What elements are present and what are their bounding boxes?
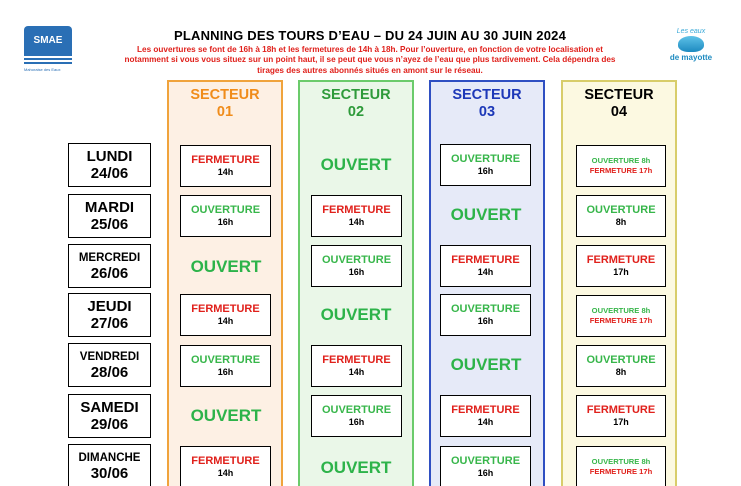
status-time: 16h	[348, 417, 365, 427]
status-label: FERMETURE	[451, 404, 520, 416]
status-label: FERMETURE	[586, 404, 656, 416]
day-date: 28/06	[90, 363, 129, 381]
sector-02-header	[300, 87, 412, 121]
sector02-wednesday-cell	[311, 245, 402, 287]
mayotte-logo-bottom: de mayotte	[669, 53, 713, 62]
day-name: MARDI	[84, 198, 135, 216]
status-time: 16h	[348, 267, 365, 277]
status-label: FERMETURE 17h	[589, 467, 653, 476]
status-label: OUVERTURE	[450, 153, 521, 165]
status-time: 14h	[477, 417, 494, 427]
sector02-sunday-open: OUVERT	[320, 458, 392, 477]
day-label-sunday	[68, 444, 151, 486]
status-label: OUVERTURE	[321, 254, 392, 266]
status-label: FERMETURE	[451, 254, 520, 266]
status-label: FERMETURE 17h	[589, 316, 653, 325]
day-name: VENDREDI	[79, 350, 140, 363]
sector04-monday-cell	[576, 145, 666, 187]
sector-header-number: 02	[347, 104, 365, 120]
status-time: 16h	[217, 217, 234, 227]
mayotte-logo-top: Les eaux	[676, 28, 706, 35]
sector01-friday-cell	[180, 345, 271, 387]
page-title: PLANNING DES TOURS D’EAU – DU 24 JUIN AU 30 JUIN 2024	[173, 28, 567, 43]
sector01-monday-cell	[180, 145, 271, 187]
status-time: 16h	[217, 367, 234, 377]
sector-03-header	[431, 87, 543, 121]
smae-logo	[24, 26, 76, 72]
status-time: 14h	[217, 167, 234, 177]
notice-line: Les ouvertures se font de 16h à 18h et les fermetures de 14h à 18h. Pour l’ouverture, en fonction de votre localisation et	[137, 45, 603, 54]
sector04-wednesday-cell	[576, 245, 666, 287]
status-time: 14h	[348, 217, 365, 227]
status-label: OUVERTURE 8h	[591, 306, 651, 315]
day-label-monday	[68, 143, 151, 187]
status-label: FERMETURE	[191, 154, 260, 166]
sector04-tuesday-cell	[576, 195, 666, 237]
status-label: OUVERTURE	[450, 303, 521, 315]
status-time: 14h	[477, 267, 494, 277]
status-label: FERMETURE	[586, 254, 656, 266]
status-time: 14h	[217, 468, 234, 478]
status-label: FERMETURE	[322, 354, 391, 366]
status-label: FERMETURE 17h	[589, 166, 653, 175]
status-label: OUVERTURE	[586, 354, 656, 366]
sector04-saturday-cell	[576, 395, 666, 437]
notice-line: tirages des autres abonnés situés en amont sur le réseau.	[257, 65, 483, 75]
status-time: 8h	[615, 217, 627, 227]
status-time: 16h	[477, 316, 494, 326]
water-drop-icon	[678, 36, 704, 52]
sector-header-label: SECTEUR	[452, 87, 522, 103]
sector-header-number: 04	[610, 104, 628, 120]
sector-header-number: 03	[478, 104, 496, 120]
day-date: 29/06	[90, 415, 129, 433]
day-name: LUNDI	[86, 147, 133, 165]
day-date: 25/06	[90, 215, 129, 233]
status-label: OUVERTURE	[450, 455, 521, 467]
day-label-wednesday	[68, 244, 151, 288]
sector03-friday-open: OUVERT	[450, 355, 522, 374]
day-name: SAMEDI	[80, 398, 139, 416]
sector01-sunday-cell	[180, 446, 271, 486]
status-label: FERMETURE	[191, 455, 260, 467]
sector04-sunday-cell	[576, 446, 666, 486]
sector04-thursday-cell	[576, 295, 666, 337]
sector01-wednesday-open: OUVERT	[190, 257, 262, 276]
day-name: DIMANCHE	[78, 451, 141, 464]
day-name: JEUDI	[87, 297, 132, 315]
sector03-monday-cell	[440, 144, 531, 186]
status-label: FERMETURE	[191, 303, 260, 315]
status-label: OUVERTURE	[190, 354, 261, 366]
sector-header-label: SECTEUR	[190, 87, 260, 103]
schedule-notice	[92, 45, 648, 76]
status-label: OUVERTURE	[190, 204, 261, 216]
smae-logo-waves	[24, 54, 72, 66]
status-time: 16h	[477, 468, 494, 478]
sector-01-header	[169, 87, 281, 121]
smae-logo-subtitle: Mahoraise des Eaux	[24, 67, 61, 72]
day-label-friday	[68, 343, 151, 387]
sector03-thursday-cell	[440, 294, 531, 336]
status-label: OUVERTURE	[586, 204, 656, 216]
day-label-thursday	[68, 293, 151, 337]
status-time: 17h	[613, 267, 629, 277]
sector-header-label: SECTEUR	[584, 87, 654, 103]
status-label: OUVERTURE	[321, 404, 392, 416]
sector02-thursday-open: OUVERT	[320, 305, 392, 324]
sector01-tuesday-cell	[180, 195, 271, 237]
day-date: 24/06	[90, 164, 129, 182]
sector04-friday-cell	[576, 345, 666, 387]
day-date: 26/06	[90, 264, 129, 282]
status-label: OUVERTURE 8h	[591, 156, 651, 165]
status-time: 14h	[348, 367, 365, 377]
day-label-tuesday	[68, 194, 151, 238]
status-label: FERMETURE	[322, 204, 391, 216]
sector03-sunday-cell	[440, 446, 531, 486]
sector01-thursday-cell	[180, 294, 271, 336]
day-label-saturday	[68, 394, 151, 438]
sector03-saturday-cell	[440, 395, 531, 437]
sector03-wednesday-cell	[440, 245, 531, 287]
eaux-de-mayotte-logo	[666, 28, 716, 72]
day-name: MERCREDI	[78, 251, 141, 264]
sector02-monday-open: OUVERT	[320, 155, 392, 174]
sector02-friday-cell	[311, 345, 402, 387]
sector02-saturday-cell	[311, 395, 402, 437]
sector-header-number: 01	[216, 104, 234, 120]
sector03-tuesday-open: OUVERT	[450, 205, 522, 224]
day-date: 27/06	[90, 314, 129, 332]
sector-04-header	[563, 87, 675, 121]
status-time: 16h	[477, 166, 494, 176]
sector-header-label: SECTEUR	[321, 87, 391, 103]
day-date: 30/06	[90, 464, 129, 482]
status-label: OUVERTURE 8h	[591, 457, 651, 466]
status-time: 14h	[217, 316, 234, 326]
smae-logo-mark: SMAE	[24, 26, 72, 54]
notice-line: notamment si vous vous situez sur un point haut, il se peut que vous n’ayez de l’eau que plus tardivement. Cela dépendra des	[124, 55, 616, 65]
sector02-tuesday-cell	[311, 195, 402, 237]
status-time: 17h	[613, 417, 629, 427]
sector01-saturday-open: OUVERT	[190, 406, 262, 425]
status-time: 8h	[615, 367, 627, 377]
